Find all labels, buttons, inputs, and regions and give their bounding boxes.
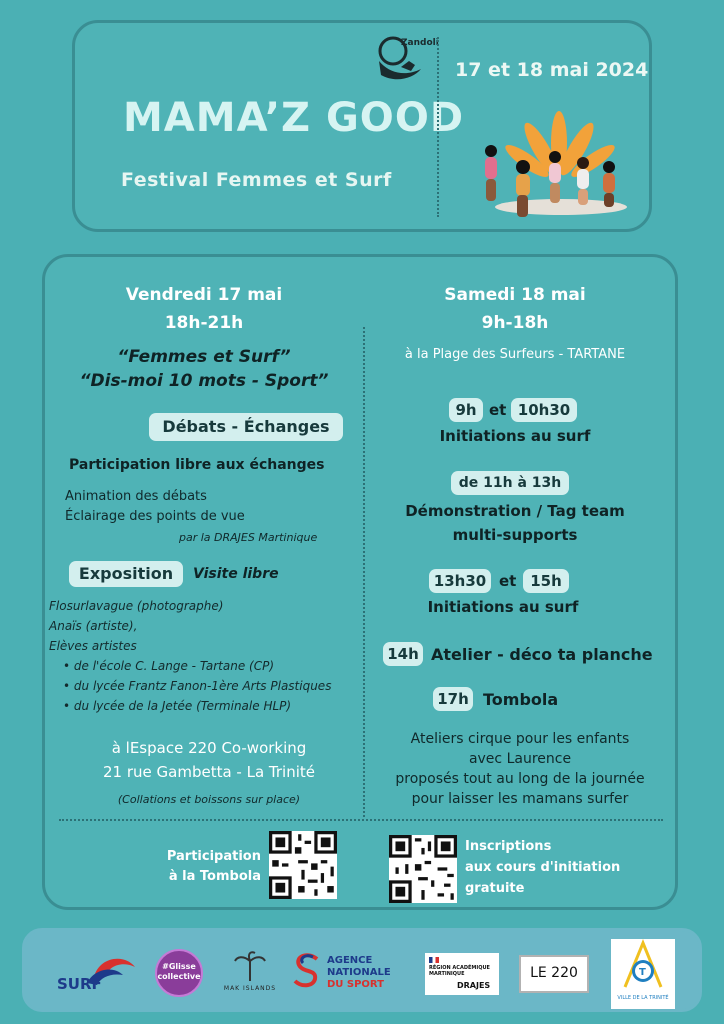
slot-13h30-badge: 13h30 — [429, 569, 491, 593]
circus-line-1: Ateliers cirque pour les enfants — [410, 731, 630, 747]
ans-line-2: NATIONALE — [327, 967, 391, 978]
header-panel — [72, 20, 652, 232]
artist-item: Flosurlavague (photographe) — [49, 599, 224, 613]
friday-theme-1: “Femmes et Surf” — [117, 347, 291, 367]
exposition-badge: Exposition — [69, 561, 183, 587]
animation-text: Animation des débats — [65, 489, 207, 504]
slot-3-label: Initiations au surf — [427, 598, 579, 616]
program-divider — [363, 327, 365, 817]
debates-badge: Débats - Échanges — [149, 413, 343, 441]
festival-dates: 17 et 18 mai 2024 — [455, 59, 649, 81]
circus-line-3: proposés tout au long de la journée — [395, 771, 645, 787]
slot-3-and: et — [499, 572, 517, 590]
circus-line-2: avec Laurence — [468, 751, 572, 767]
slot-4-label: Atelier - déco ta planche — [431, 645, 653, 664]
drajes-label: DRAJES — [457, 981, 491, 990]
festival-subtitle: Festival Femmes et Surf — [121, 169, 392, 191]
header-divider — [437, 37, 439, 217]
friday-theme-2: “Dis-moi 10 mots - Sport” — [79, 371, 329, 391]
tombola-line-2: à la Tombola — [168, 869, 261, 884]
glisse-logo-text: #Glisse collective — [157, 962, 201, 981]
mak-islands-logo — [217, 949, 283, 999]
ville-trinite-logo — [611, 939, 675, 1009]
ans-line-1: AGENCE — [327, 955, 373, 966]
friday-hours: 18h-21h — [164, 313, 244, 333]
slot-5-label: Tombola — [483, 690, 559, 709]
trinite-logo-text: VILLE DE LA TRINITÉ — [617, 995, 669, 1001]
festival-title: MAMA’Z GOOD — [123, 95, 465, 141]
signup-line-3: gratuite — [465, 881, 525, 896]
ans-line-3: DU SPORT — [327, 979, 385, 990]
drajes-logo — [425, 953, 499, 995]
ans-s-icon — [291, 951, 323, 991]
school-item: • du lycée de la Jetée (Terminale HLP) — [63, 699, 292, 713]
svg-text:T: T — [639, 967, 646, 978]
artist-item: Elèves artistes — [49, 639, 137, 653]
agence-nationale-sport-logo — [291, 951, 409, 999]
mak-logo-text: MAK ISLANDS — [223, 985, 277, 992]
artist-item: Anaïs (artiste), — [49, 619, 138, 633]
slot-2-label-1: Démonstration / Tag team — [405, 502, 625, 520]
zandoli-logo — [371, 31, 439, 87]
tombola-line-1: Participation — [166, 849, 261, 864]
friday-day: Vendredi 17 mai — [125, 285, 283, 305]
partners-footer — [22, 928, 702, 1012]
slot-11h-badge: de 11h à 13h — [451, 471, 569, 495]
slot-17h-badge: 17h — [433, 687, 473, 711]
school-item-label: de l'école C. Lange - Tartane (CP) — [73, 659, 275, 673]
visite-libre: Visite libre — [193, 566, 279, 582]
glisse-collective-logo — [155, 949, 203, 997]
venue-line-1: à lEspace 220 Co-working — [111, 739, 307, 757]
surf-federation-logo — [39, 947, 139, 997]
drajes-line-1: RÉGION ACADÉMIQUE — [429, 965, 490, 971]
signup-qr-code[interactable] — [389, 835, 457, 903]
le-220-text: LE 220 — [530, 965, 578, 981]
saturday-day: Samedi 18 mai — [444, 285, 586, 305]
drajes-line-2: MARTINIQUE — [429, 971, 465, 977]
slot-1-and: et — [489, 401, 507, 419]
drajes-credit: par la DRAJES Martinique — [179, 531, 318, 544]
school-item: • du lycée Frantz Fanon-1ère Arts Plastiques — [63, 679, 332, 693]
signup-line-1: Inscriptions — [465, 839, 552, 854]
slot-10h30-badge: 10h30 — [511, 398, 577, 422]
participation-text: Participation libre aux échanges — [69, 457, 325, 473]
slot-15h-badge: 15h — [523, 569, 569, 593]
surf-logo-text: SURF — [57, 975, 102, 993]
slot-2-label-2: multi-supports — [452, 526, 578, 544]
program-panel — [42, 254, 678, 910]
slot-9h-badge: 9h — [449, 398, 483, 422]
clarification-text: Éclairage des points de vue — [65, 509, 245, 524]
trinite-emblem-icon — [611, 939, 675, 993]
french-flag-icon — [429, 957, 439, 963]
school-item-label: du lycée de la Jetée (Terminale HLP) — [73, 699, 292, 713]
le-220-logo — [519, 955, 589, 993]
signup-line-2: aux cours d'initiation — [465, 860, 621, 875]
venue-line-2: 21 rue Gambetta - La Trinité — [103, 763, 315, 781]
saturday-location: à la Plage des Surfeurs - TARTANE — [404, 347, 626, 362]
saturday-hours: 9h-18h — [481, 313, 549, 333]
tombola-qr-code[interactable] — [269, 831, 337, 899]
circus-line-4: pour laisser les mamans surfer — [411, 791, 629, 807]
slot-14h-badge: 14h — [383, 642, 423, 666]
palm-tree-icon — [217, 949, 283, 983]
program-bottom-divider — [59, 819, 663, 821]
slot-1-label: Initiations au surf — [439, 427, 591, 445]
zandoli-logo-text: Zandoli — [401, 38, 439, 48]
school-item: • de l'école C. Lange - Tartane (CP) — [63, 659, 275, 673]
surfer-women-icon — [471, 109, 631, 221]
refreshments-text: (Collations et boissons sur place) — [117, 793, 301, 806]
school-item-label: du lycée Frantz Fanon-1ère Arts Plastiques — [73, 679, 332, 693]
